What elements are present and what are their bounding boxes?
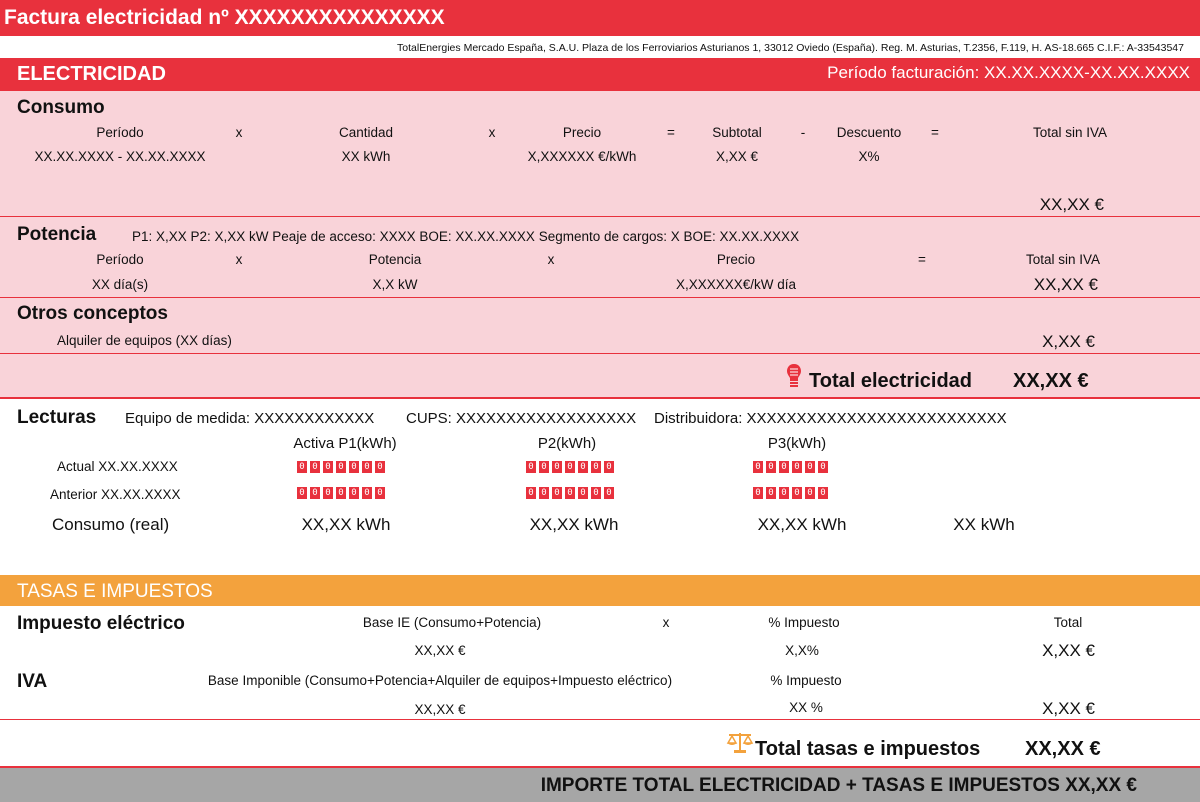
tasas-section bbox=[0, 606, 1200, 720]
meter-digit: 0 bbox=[296, 460, 308, 474]
consumo-total: XX,XX € bbox=[1039, 195, 1104, 214]
consumo-header-cantidad: Cantidad bbox=[338, 125, 394, 140]
meter-digit: 0 bbox=[791, 460, 803, 474]
potencia-header-total: Total sin IVA bbox=[1025, 252, 1101, 267]
iva-pct-header: % Impuesto bbox=[770, 673, 842, 688]
potencia-value: X,X kW bbox=[372, 277, 418, 292]
company-info: TotalEnergies Mercado España, S.A.U. Plaza de los Ferroviarios Asturianos 1, 33012 Oviedo (España). Reg. M. Asturias, T.2356, F.119, H. AS-18.665 C.I.F.: A-33543547 bbox=[397, 42, 1184, 54]
meter-digit: 0 bbox=[296, 486, 308, 500]
potencia-header-precio: Precio bbox=[716, 252, 756, 267]
lecturas-col-p3: P3(kWh) bbox=[767, 435, 827, 452]
importe-total-bar bbox=[0, 768, 1200, 802]
consumo-header-eq2: = bbox=[931, 125, 939, 140]
meter-digit: 0 bbox=[525, 486, 537, 500]
lecturas-cups: CUPS: XXXXXXXXXXXXXXXXXX bbox=[406, 410, 637, 427]
meter-digit: 0 bbox=[348, 460, 360, 474]
otros-title: Otros conceptos bbox=[17, 303, 168, 324]
consumo-header-descuento: Descuento bbox=[836, 125, 902, 140]
lecturas-section bbox=[0, 399, 1200, 575]
meter-anterior-p3 bbox=[752, 486, 829, 500]
ie-pct: X,X% bbox=[785, 643, 819, 658]
meter-digit: 0 bbox=[322, 486, 334, 500]
iva-title: IVA bbox=[17, 671, 48, 692]
lecturas-consumo-p1: XX,XX kWh bbox=[301, 515, 391, 534]
potencia-periodo: XX día(s) bbox=[91, 277, 149, 292]
electricidad-header bbox=[0, 58, 1200, 91]
lecturas-title: Lecturas bbox=[17, 407, 97, 428]
consumo-header-minus: - bbox=[800, 125, 806, 140]
ie-x: x bbox=[662, 615, 670, 630]
ie-total-header: Total bbox=[1053, 615, 1083, 630]
potencia-total: XX,XX € bbox=[1033, 275, 1098, 294]
iva-base-header: Base Imponible (Consumo+Potencia+Alquiler de equipos+Impuesto eléctrico) bbox=[207, 673, 673, 688]
consumo-title: Consumo bbox=[17, 97, 105, 118]
meter-anterior-p1 bbox=[296, 486, 386, 500]
meter-digit: 0 bbox=[322, 460, 334, 474]
consumo-header-precio: Precio bbox=[562, 125, 602, 140]
meter-digit: 0 bbox=[804, 486, 816, 500]
iva-base: XX,XX € bbox=[414, 702, 466, 717]
periodo-facturacion: Período facturación: XX.XX.XXXX-XX.XX.XXXX bbox=[827, 63, 1190, 82]
total-electricidad-value: XX,XX € bbox=[1013, 370, 1089, 392]
ie-pct-header: % Impuesto bbox=[768, 615, 840, 630]
potencia-precio: X,XXXXXX€/kW día bbox=[675, 277, 797, 292]
consumo-subtotal: X,XX € bbox=[715, 149, 759, 164]
potencia-info: P1: X,XX P2: X,XX kW Peaje de acceso: XXXX BOE: XX.XX.XXXX Segmento de cargos: X BOE: XX.XX.XXXX bbox=[132, 229, 800, 244]
consumo-header-x2: x bbox=[488, 125, 496, 140]
potencia-section bbox=[0, 217, 1200, 298]
meter-digit: 0 bbox=[765, 460, 777, 474]
lecturas-distribuidora: Distribuidora: XXXXXXXXXXXXXXXXXXXXXXXXXX bbox=[654, 410, 1007, 427]
total-tasas-value: XX,XX € bbox=[1025, 738, 1101, 760]
meter-digit: 0 bbox=[804, 460, 816, 474]
meter-digit: 0 bbox=[590, 460, 602, 474]
otros-item: Alquiler de equipos (XX días) bbox=[57, 333, 232, 348]
meter-digit: 0 bbox=[752, 460, 764, 474]
iva-total: X,XX € bbox=[1042, 699, 1095, 718]
meter-digit: 0 bbox=[564, 460, 576, 474]
meter-anterior-p2 bbox=[525, 486, 615, 500]
electricidad-label: ELECTRICIDAD bbox=[17, 63, 166, 85]
consumo-periodo: XX.XX.XXXX - XX.XX.XXXX bbox=[34, 149, 206, 164]
meter-digit: 0 bbox=[791, 486, 803, 500]
potencia-header-eq: = bbox=[918, 252, 926, 267]
lecturas-consumo-p3: XX,XX kWh bbox=[757, 515, 847, 534]
scale-icon bbox=[726, 730, 754, 759]
meter-digit: 0 bbox=[525, 460, 537, 474]
consumo-header-x1: x bbox=[235, 125, 243, 140]
tasas-header bbox=[0, 575, 1200, 606]
meter-digit: 0 bbox=[551, 486, 563, 500]
meter-actual-p2 bbox=[525, 460, 615, 474]
meter-digit: 0 bbox=[309, 486, 321, 500]
importe-total: IMPORTE TOTAL ELECTRICIDAD + TASAS E IMPUESTOS XX,XX € bbox=[540, 775, 1137, 796]
lecturas-consumo-total: XX kWh bbox=[953, 515, 1015, 534]
total-electricidad-label: Total electricidad bbox=[809, 370, 973, 392]
consumo-precio: X,XXXXXX €/kWh bbox=[527, 149, 637, 164]
meter-digit: 0 bbox=[603, 486, 615, 500]
total-electricidad-row bbox=[0, 354, 1200, 399]
consumo-header-periodo: Período bbox=[96, 125, 144, 140]
lecturas-consumo-label: Consumo (real) bbox=[52, 515, 170, 534]
meter-digit: 0 bbox=[590, 486, 602, 500]
meter-digit: 0 bbox=[374, 460, 386, 474]
meter-digit: 0 bbox=[309, 460, 321, 474]
meter-digit: 0 bbox=[361, 460, 373, 474]
ie-total: X,XX € bbox=[1042, 641, 1095, 660]
lecturas-col-p2: P2(kWh) bbox=[537, 435, 597, 452]
lecturas-equipo: Equipo de medida: XXXXXXXXXXXX bbox=[125, 410, 375, 427]
consumo-header-total: Total sin IVA bbox=[1032, 125, 1108, 140]
meter-digit: 0 bbox=[817, 460, 829, 474]
meter-digit: 0 bbox=[603, 460, 615, 474]
potencia-header-x2: x bbox=[547, 252, 555, 267]
lecturas-consumo-p2: XX,XX kWh bbox=[529, 515, 619, 534]
meter-digit: 0 bbox=[374, 486, 386, 500]
consumo-section bbox=[0, 91, 1200, 217]
meter-digit: 0 bbox=[361, 486, 373, 500]
lecturas-col-p1: Activa P1(kWh) bbox=[293, 435, 397, 452]
lightbulb-icon bbox=[786, 363, 802, 394]
meter-digit: 0 bbox=[778, 486, 790, 500]
meter-digit: 0 bbox=[765, 486, 777, 500]
ie-base: XX,XX € bbox=[414, 643, 466, 658]
meter-digit: 0 bbox=[348, 486, 360, 500]
consumo-header-subtotal: Subtotal bbox=[712, 125, 762, 140]
iva-pct: XX % bbox=[789, 700, 823, 715]
meter-digit: 0 bbox=[778, 460, 790, 474]
consumo-header-eq1: = bbox=[667, 125, 675, 140]
ie-base-header: Base IE (Consumo+Potencia) bbox=[362, 615, 542, 630]
invoice-title-bar bbox=[0, 0, 1200, 36]
meter-digit: 0 bbox=[564, 486, 576, 500]
potencia-header-periodo: Período bbox=[96, 252, 144, 267]
otros-value: X,XX € bbox=[1042, 332, 1095, 351]
otros-section bbox=[0, 298, 1200, 354]
consumo-descuento: X% bbox=[858, 149, 880, 164]
potencia-title: Potencia bbox=[17, 224, 97, 245]
meter-digit: 0 bbox=[335, 460, 347, 474]
meter-digit: 0 bbox=[551, 460, 563, 474]
meter-actual-p1 bbox=[296, 460, 386, 474]
consumo-cantidad: XX kWh bbox=[341, 149, 391, 164]
lecturas-row-anterior: Anterior XX.XX.XXXX bbox=[50, 487, 181, 502]
meter-digit: 0 bbox=[538, 486, 550, 500]
meter-digit: 0 bbox=[817, 486, 829, 500]
lecturas-row-actual: Actual XX.XX.XXXX bbox=[57, 459, 178, 474]
meter-digit: 0 bbox=[577, 460, 589, 474]
potencia-header-x1: x bbox=[235, 252, 243, 267]
meter-digit: 0 bbox=[335, 486, 347, 500]
tasas-label: TASAS E IMPUESTOS bbox=[17, 581, 213, 602]
impuesto-electrico-title: Impuesto eléctrico bbox=[17, 613, 185, 634]
total-tasas-label: Total tasas e impuestos bbox=[755, 738, 981, 760]
invoice-title: Factura electricidad nº XXXXXXXXXXXXXXX bbox=[4, 6, 445, 29]
total-tasas-row bbox=[0, 720, 1200, 768]
potencia-header-potencia: Potencia bbox=[368, 252, 422, 267]
meter-digit: 0 bbox=[538, 460, 550, 474]
meter-digit: 0 bbox=[752, 486, 764, 500]
meter-actual-p3 bbox=[752, 460, 829, 474]
meter-digit: 0 bbox=[577, 486, 589, 500]
